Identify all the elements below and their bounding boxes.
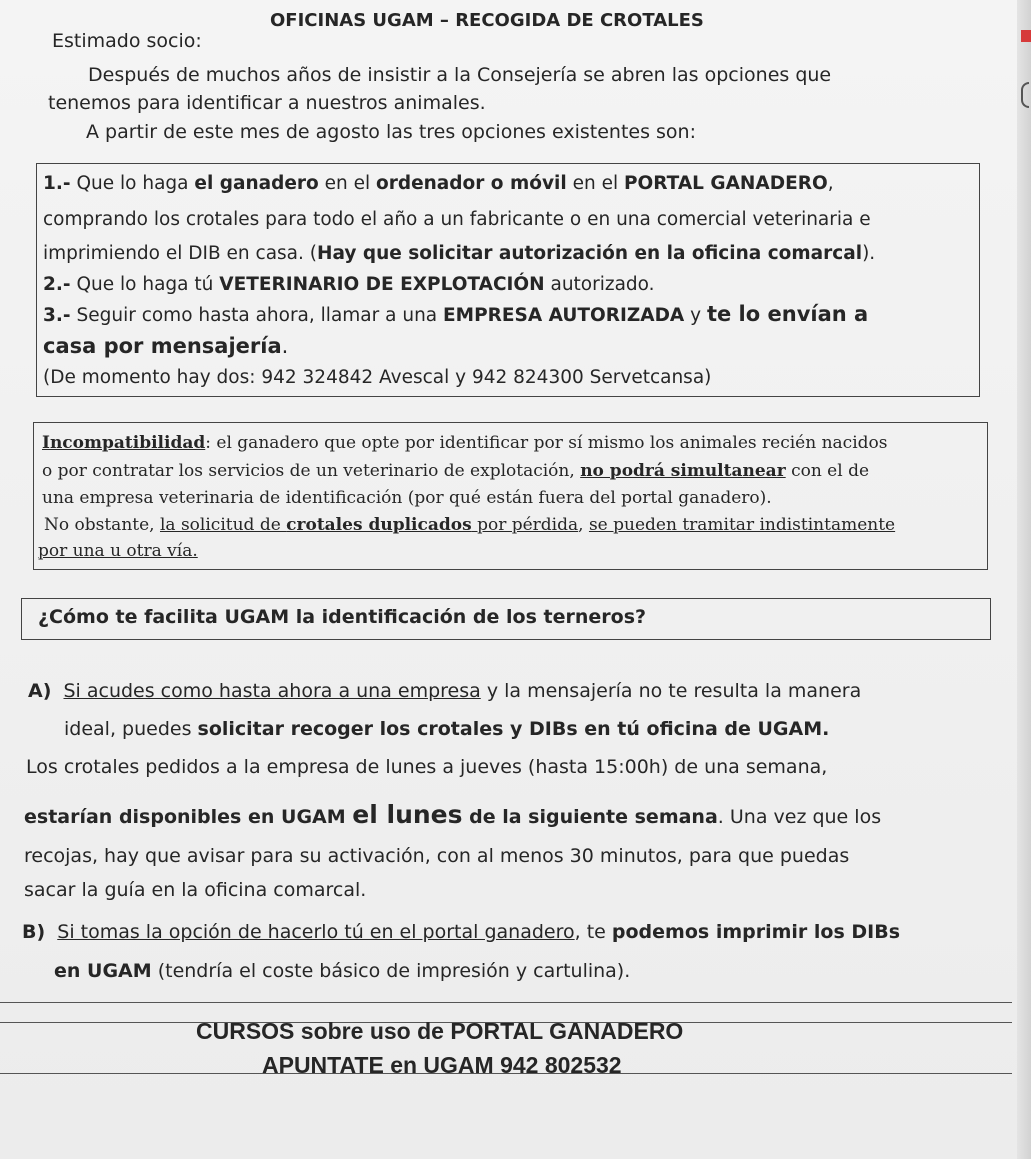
red-tab-marker [1021,30,1031,42]
incompat-line-4 [44,515,895,535]
option-3-number: 3.- [43,305,71,326]
section-a-rest: y la mensajería no te resulta la manera [480,680,862,702]
option-3-text-c: y [684,305,707,326]
option-2-vet: VETERINARIO DE EXPLOTACIÓN [219,274,545,295]
greeting: Estimado socio: [52,30,202,52]
section-a-next-week: de la siguiente semana [462,806,718,828]
document-title: OFICINAS UGAM – RECOGIDA DE CROTALES [270,10,704,31]
option-3-line-2 [43,334,288,358]
courses-line-2: APUNTATE en UGAM 942 802532 [262,1052,622,1078]
option-1-text-e: en el [566,173,624,194]
incompat-line-2 [42,461,869,481]
incompat-text-4b: la solicitud de [159,515,287,535]
incompat-text-4f: se pueden tramitar indistintamente [588,515,896,535]
courses-line-1: CURSOS sobre uso de PORTAL GANADERO [196,1018,684,1044]
intro-line-1: Después de muchos años de insistir a la Consejería se abren las opciones que [88,64,832,86]
option-1-number: 1.- [43,173,71,194]
section-b-line-2 [54,960,630,982]
incompat-text-2c: con el de [785,461,870,481]
section-b-cost: (tendría el coste básico de impresión y cartulina). [151,960,631,982]
section-b-te: , te [574,921,612,943]
option-1-comma: , [827,173,834,194]
options-box [36,163,980,397]
section-b-print-dibs: podemos imprimir los DIBs [611,921,901,943]
incompat-text-4a: No obstante, [44,515,160,535]
option-2-number: 2.- [43,274,71,295]
section-a-available: estarían disponibles en UGAM [24,806,353,828]
incompat-duplicados: crotales duplicados [286,515,472,535]
option-2-text-a: Que lo haga tú [70,274,220,295]
section-b-label: B) [22,921,46,943]
option-2-text-c: autorizado. [544,274,655,295]
section-b-line-1 [22,921,900,943]
section-a-l2-b: solicitar recoger los crotales y DIBs en tú oficina de UGAM. [197,718,830,740]
option-1-ganadero: el ganadero [194,173,319,194]
binding-mark [1021,82,1029,108]
incompatibility-box [33,422,988,570]
option-1-line-3 [43,243,875,264]
incompat-line-5: por una u otra vía. [38,541,198,561]
option-3-period: . [281,334,289,358]
option-1-text-c: en el [318,173,377,194]
section-a-para-1: Los crotales pedidos a la empresa de lunes a jueves (hasta 15:00h) de una semana, [26,756,828,778]
incompat-text-1: : el ganadero que opte por identificar por sí mismo los animales recién nacidos [205,433,888,453]
section-a-l2-a: ideal, puedes [64,718,198,740]
section-a-label: A) [28,680,52,702]
option-3-line-1 [43,302,868,326]
incompat-line-3: una empresa veterinaria de identificación (por qué están fuera del portal ganadero). [42,488,772,508]
option-1-line-1 [43,173,834,194]
option-3-note: (De momento hay dos: 942 324842 Avescal y 942 824300 Servetcansa) [43,367,712,388]
incompat-text-4e: , [578,515,589,535]
option-2-line [43,274,655,295]
section-b-underlined: Si tomas la opción de hacerlo tú en el portal ganadero [57,921,575,943]
option-1-device: ordenador o móvil [376,173,567,194]
incompat-label: Incompatibilidad [42,433,206,453]
question-heading: ¿Cómo te facilita UGAM la identificación de los terneros? [38,606,647,628]
page-edge [1017,0,1031,1159]
option-3-text-a: Seguir como hasta ahora, llamar a una [70,305,444,326]
option-1-authorization: Hay que solicitar autorización en la oficina comarcal [317,243,863,264]
option-1-line-3-a: imprimiendo el DIB en casa. ( [43,243,317,264]
section-a-lunes: el lunes [352,800,463,829]
intro-line-2: tenemos para identificar a nuestros animales. [48,92,486,114]
option-3-courier: casa por mensajería [43,334,282,358]
option-1-portal: PORTAL GANADERO [623,173,828,194]
option-1-line-2: comprando los crotales para todo el año a un fabricante o en una comercial veterinaria e [43,209,871,230]
section-b-ugam: en UGAM [54,960,152,982]
section-a-line-1 [28,680,861,702]
option-1-line-3-c: ). [862,243,876,264]
option-1-text-a: Que lo haga [70,173,195,194]
section-a-para-3: recojas, hay que avisar para su activación, con al menos 30 minutos, para que puedas [24,845,850,867]
section-a-p2-end: . Una vez que los [717,806,882,828]
section-a-line-2 [64,718,829,740]
option-3-send: te lo envían a [706,302,869,326]
divider-line [0,1002,1012,1003]
incompat-no-simultanear: no podrá simultanear [580,461,786,481]
incompat-line-1 [42,433,887,453]
question-box [21,598,991,640]
section-a-underlined: Si acudes como hasta ahora a una empresa [63,680,481,702]
intro-line-3: A partir de este mes de agosto las tres opciones existentes son: [86,121,696,143]
incompat-text-4d: por pérdida [471,515,579,535]
incompat-text-2a: o por contratar los servicios de un veterinario de explotación, [42,461,581,481]
section-a-para-4: sacar la guía en la oficina comarcal. [24,879,367,901]
option-3-company: EMPRESA AUTORIZADA [443,305,685,326]
section-a-para-2 [24,800,881,829]
